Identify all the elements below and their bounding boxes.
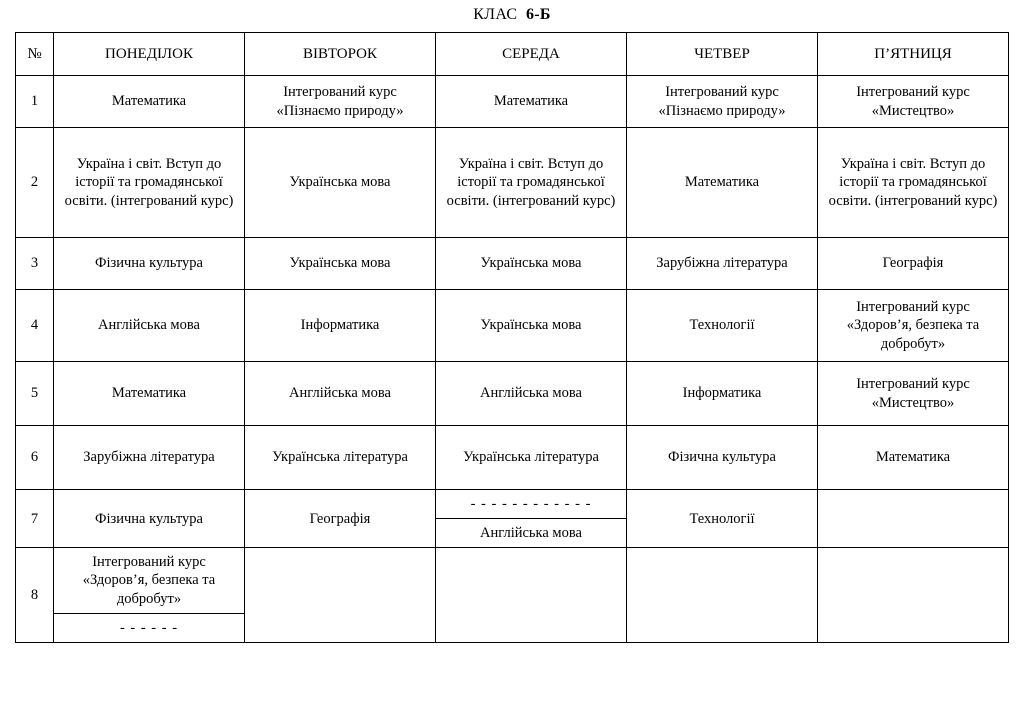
column-header-friday: П’ЯТНИЦЯ xyxy=(818,33,1009,76)
lesson-cell-empty xyxy=(818,490,1009,548)
lesson-cell: Англійська мова xyxy=(436,518,626,547)
lesson-cell-split xyxy=(436,490,627,548)
lesson-cell: Інтегрований курс «Мистецтво» xyxy=(818,362,1009,426)
lesson-cell: Зарубіжна література xyxy=(627,238,818,290)
lesson-cell: Географія xyxy=(245,490,436,548)
lesson-cell: Математика xyxy=(627,128,818,238)
column-header-tuesday: ВІВТОРОК xyxy=(245,33,436,76)
lesson-cell-empty xyxy=(627,548,818,643)
lesson-number: 4 xyxy=(16,290,54,362)
schedule-table xyxy=(15,32,1009,643)
lesson-number: 3 xyxy=(16,238,54,290)
page-title xyxy=(0,0,1024,32)
lesson-cell: Інформатика xyxy=(245,290,436,362)
table-row xyxy=(16,290,1009,362)
lesson-cell: Інформатика xyxy=(627,362,818,426)
lesson-cell: Математика xyxy=(54,76,245,128)
lesson-cell: Інтегрований курс «Пізнаємо природу» xyxy=(245,76,436,128)
lesson-cell: Англійська мова xyxy=(245,362,436,426)
lesson-cell: Українська мова xyxy=(245,128,436,238)
lesson-cell-empty xyxy=(818,548,1009,643)
lesson-number: 6 xyxy=(16,426,54,490)
lesson-cell: Українська література xyxy=(245,426,436,490)
lesson-cell: Українська мова xyxy=(245,238,436,290)
table-row xyxy=(16,362,1009,426)
lesson-cell: Математика xyxy=(54,362,245,426)
lesson-cell: Інтегрований курс «Пізнаємо природу» xyxy=(627,76,818,128)
lesson-cell: Україна і світ. Вступ до історії та громадянської освіти. (інтегрований курс) xyxy=(436,128,627,238)
lesson-number: 2 xyxy=(16,128,54,238)
lesson-cell: Інтегрований курс «Мистецтво» xyxy=(818,76,1009,128)
lesson-cell: Технології xyxy=(627,290,818,362)
column-header-wednesday: СЕРЕДА xyxy=(436,33,627,76)
lesson-cell: Математика xyxy=(818,426,1009,490)
lesson-number: 8 xyxy=(16,548,54,643)
lesson-cell-placeholder: - - - - - - - - - - - - xyxy=(470,496,592,512)
lesson-cell: Географія xyxy=(818,238,1009,290)
table-row xyxy=(16,76,1009,128)
lesson-cell: Українська мова xyxy=(436,290,627,362)
table-row xyxy=(16,426,1009,490)
lesson-cell-placeholder: - - - - - - xyxy=(54,613,244,642)
lesson-number: 7 xyxy=(16,490,54,548)
table-header-row xyxy=(16,33,1009,76)
column-header-number: № xyxy=(16,33,54,76)
page-title-prefix: КЛАС xyxy=(473,6,518,23)
lesson-cell: Україна і світ. Вступ до історії та громадянської освіти. (інтегрований курс) xyxy=(818,128,1009,238)
lesson-cell: Англійська мова xyxy=(54,290,245,362)
lesson-cell: Інтегрований курс «Здоров’я, безпека та добробут» xyxy=(82,554,216,607)
lesson-cell-empty xyxy=(436,548,627,643)
table-row xyxy=(16,238,1009,290)
lesson-number: 1 xyxy=(16,76,54,128)
table-row xyxy=(16,128,1009,238)
table-row xyxy=(16,490,1009,548)
lesson-cell: Інтегрований курс «Здоров’я, безпека та добробут» xyxy=(818,290,1009,362)
lesson-cell: Українська література xyxy=(436,426,627,490)
column-header-monday: ПОНЕДІЛОК xyxy=(54,33,245,76)
lesson-cell-split xyxy=(54,548,245,643)
lesson-cell: Фізична культура xyxy=(54,490,245,548)
lesson-cell: Зарубіжна література xyxy=(54,426,245,490)
page-title-class: 6-Б xyxy=(525,6,551,23)
table-row xyxy=(16,548,1009,643)
lesson-cell: Фізична культура xyxy=(627,426,818,490)
lesson-cell: Україна і світ. Вступ до історії та громадянської освіти. (інтегрований курс) xyxy=(54,128,245,238)
lesson-cell: Математика xyxy=(436,76,627,128)
lesson-cell-empty xyxy=(245,548,436,643)
lesson-number: 5 xyxy=(16,362,54,426)
lesson-cell: Фізична культура xyxy=(54,238,245,290)
lesson-cell: Англійська мова xyxy=(436,362,627,426)
lesson-cell: Українська мова xyxy=(436,238,627,290)
column-header-thursday: ЧЕТВЕР xyxy=(627,33,818,76)
lesson-cell: Технології xyxy=(627,490,818,548)
